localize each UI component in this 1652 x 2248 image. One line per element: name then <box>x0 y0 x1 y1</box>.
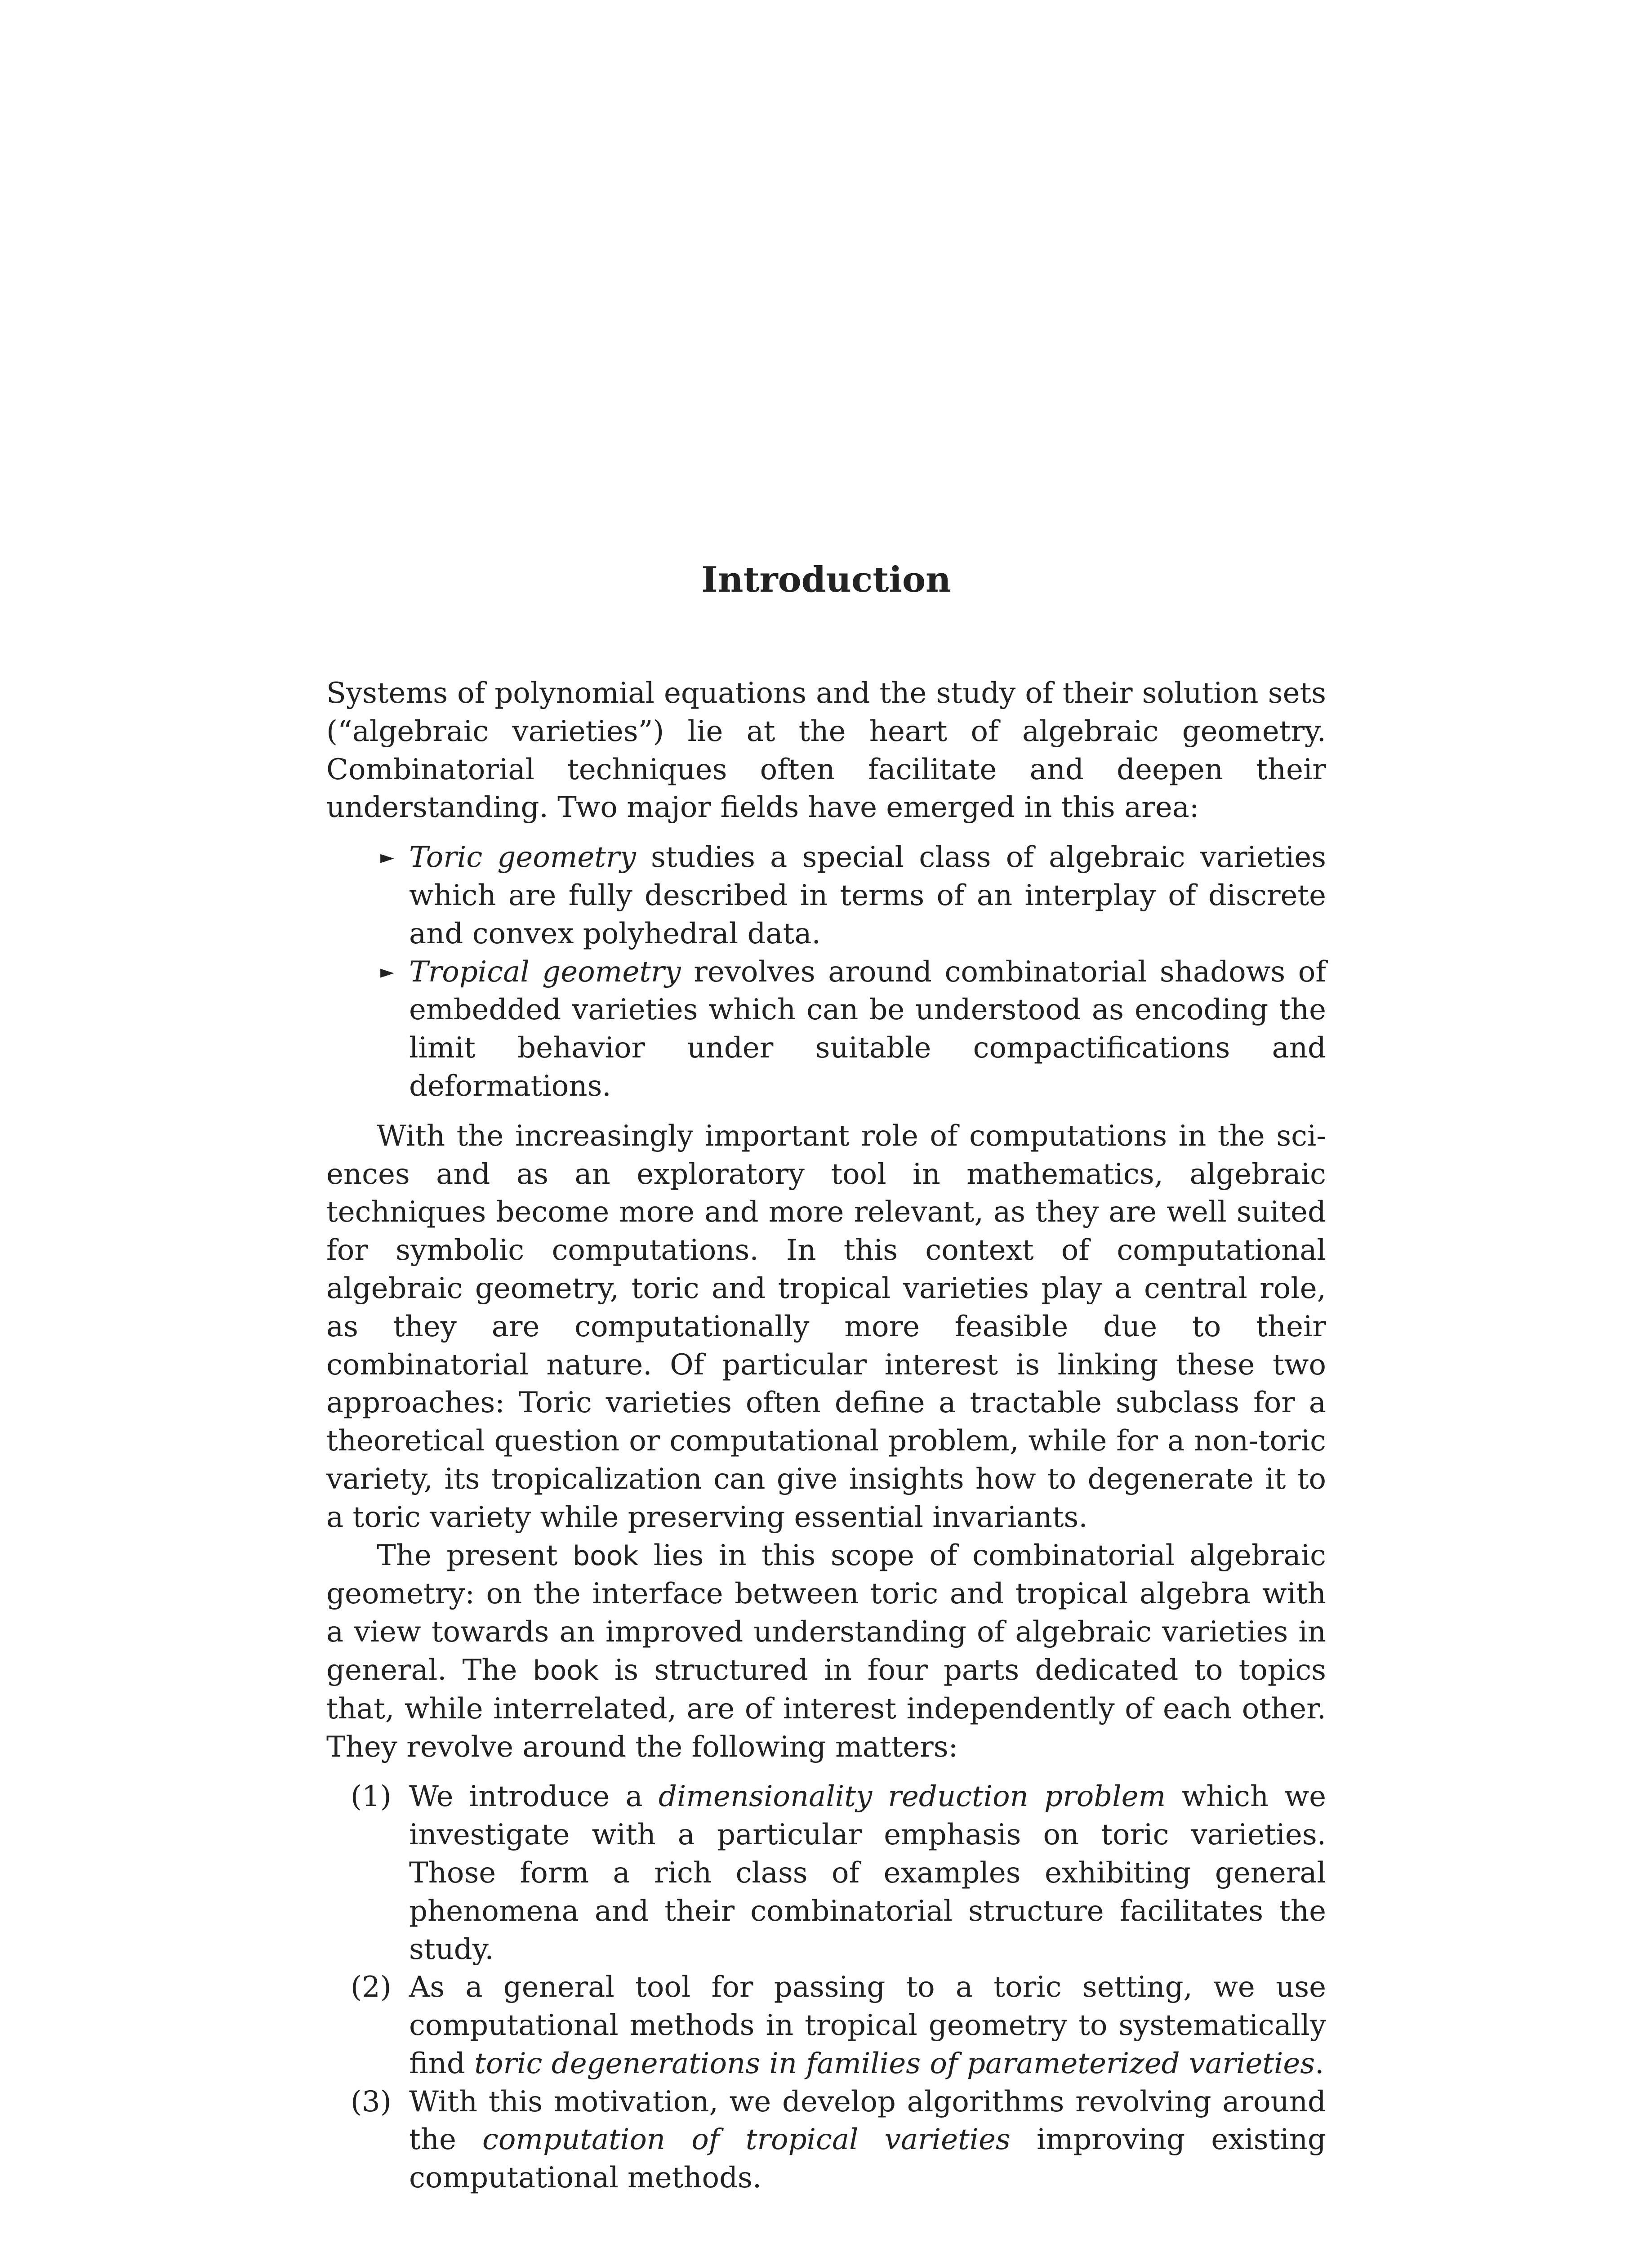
paragraph-text: lies in this scope of combinatorial algebraic geometry: on the interface between toric and tropical algebra with a view towards an improved understanding of algebraic varieties in general. The <box>326 1539 1327 1687</box>
list-number: (2) <box>351 1971 392 2004</box>
list-number: (1) <box>351 1780 392 1814</box>
list-item-text: . <box>1315 2047 1324 2080</box>
paragraph-text: is structured in four parts dedicated to topics that, while interrelated, are of interest independently of each other. They revolve around the following matters: <box>326 1653 1326 1764</box>
list-item-text: With this motivation, we develop algorithms revolving around the <box>409 2085 1326 2157</box>
list-item <box>351 1778 1327 1968</box>
term-toric-geometry: Toric geometry <box>409 841 636 874</box>
paragraph-scope <box>326 1537 1326 1766</box>
body-text <box>326 674 1326 2197</box>
list-item <box>380 839 1327 953</box>
book-word: book <box>533 1655 599 1686</box>
paragraph-computations: With the increasingly important role of computations in the sciences and as an exploratory tool in mathematics, algebraic techniques become more and more relevant, as they are well suited for symbolic computations. In this context of computational algebraic geometry, toric and tropical varieties play a central role, as they are computationally more feasible due to their combinatorial nature. Of particular interest is linking these two approaches: Toric varieties often define a tractable subclass for a theoretical question or computational problem, while for a non-toric variety, its tropicalization can give insights how to degenerate it to a toric variety while preserving essential invariants. <box>326 1119 1326 1534</box>
list-number: (3) <box>351 2085 392 2119</box>
term-tropical-geometry: Tropical geometry <box>409 955 681 989</box>
bullet-icon: ► <box>380 847 394 868</box>
fields-list <box>326 839 1326 1106</box>
emphasis-text: toric degenerations in families of parameterized varieties <box>474 2047 1315 2080</box>
emphasis-text: computation of tropical varieties <box>482 2123 1011 2157</box>
paragraph-text: The present <box>377 1539 573 1572</box>
list-item <box>351 1968 1326 2083</box>
list-item <box>351 2083 1327 2197</box>
emphasis-text: dimensionality reduction problem <box>658 1780 1166 1814</box>
bullet-icon: ► <box>380 961 394 982</box>
book-word: book <box>572 1540 639 1572</box>
list-item-text: improving existing computational methods. <box>409 2123 1327 2195</box>
intro-paragraph: Systems of polynomial equations and the study of their solution sets (“algebraic varieties”) lie at the heart of algebraic geometry. Combinatorial techniques often facilitate and deepen their understanding. Two major fields have emerged in this area: <box>326 677 1326 825</box>
list-item-text: studies a special class of algebraic varieties which are fully described in terms of an interplay of discrete and convex polyhedral data. <box>409 841 1327 950</box>
list-item-text: which we investigate with a particular emphasis on toric varieties. Those form a rich class of examples exhibiting general phenomena and their combinatorial structure facilitates the study. <box>409 1780 1327 1966</box>
matters-list <box>326 1778 1326 2197</box>
page-title: Introduction <box>701 559 951 600</box>
list-item <box>380 953 1327 1106</box>
list-item-text: revolves around combinatorial shadows of embedded varieties which can be understood as encoding the limit behavior under suitable compactifications and deformations. <box>409 955 1327 1103</box>
list-item-text: We introduce a <box>409 1780 659 1814</box>
list-item-text: As a general tool for passing to a toric setting, we use computational methods in tropical geometry to systematically find <box>409 1971 1326 2080</box>
